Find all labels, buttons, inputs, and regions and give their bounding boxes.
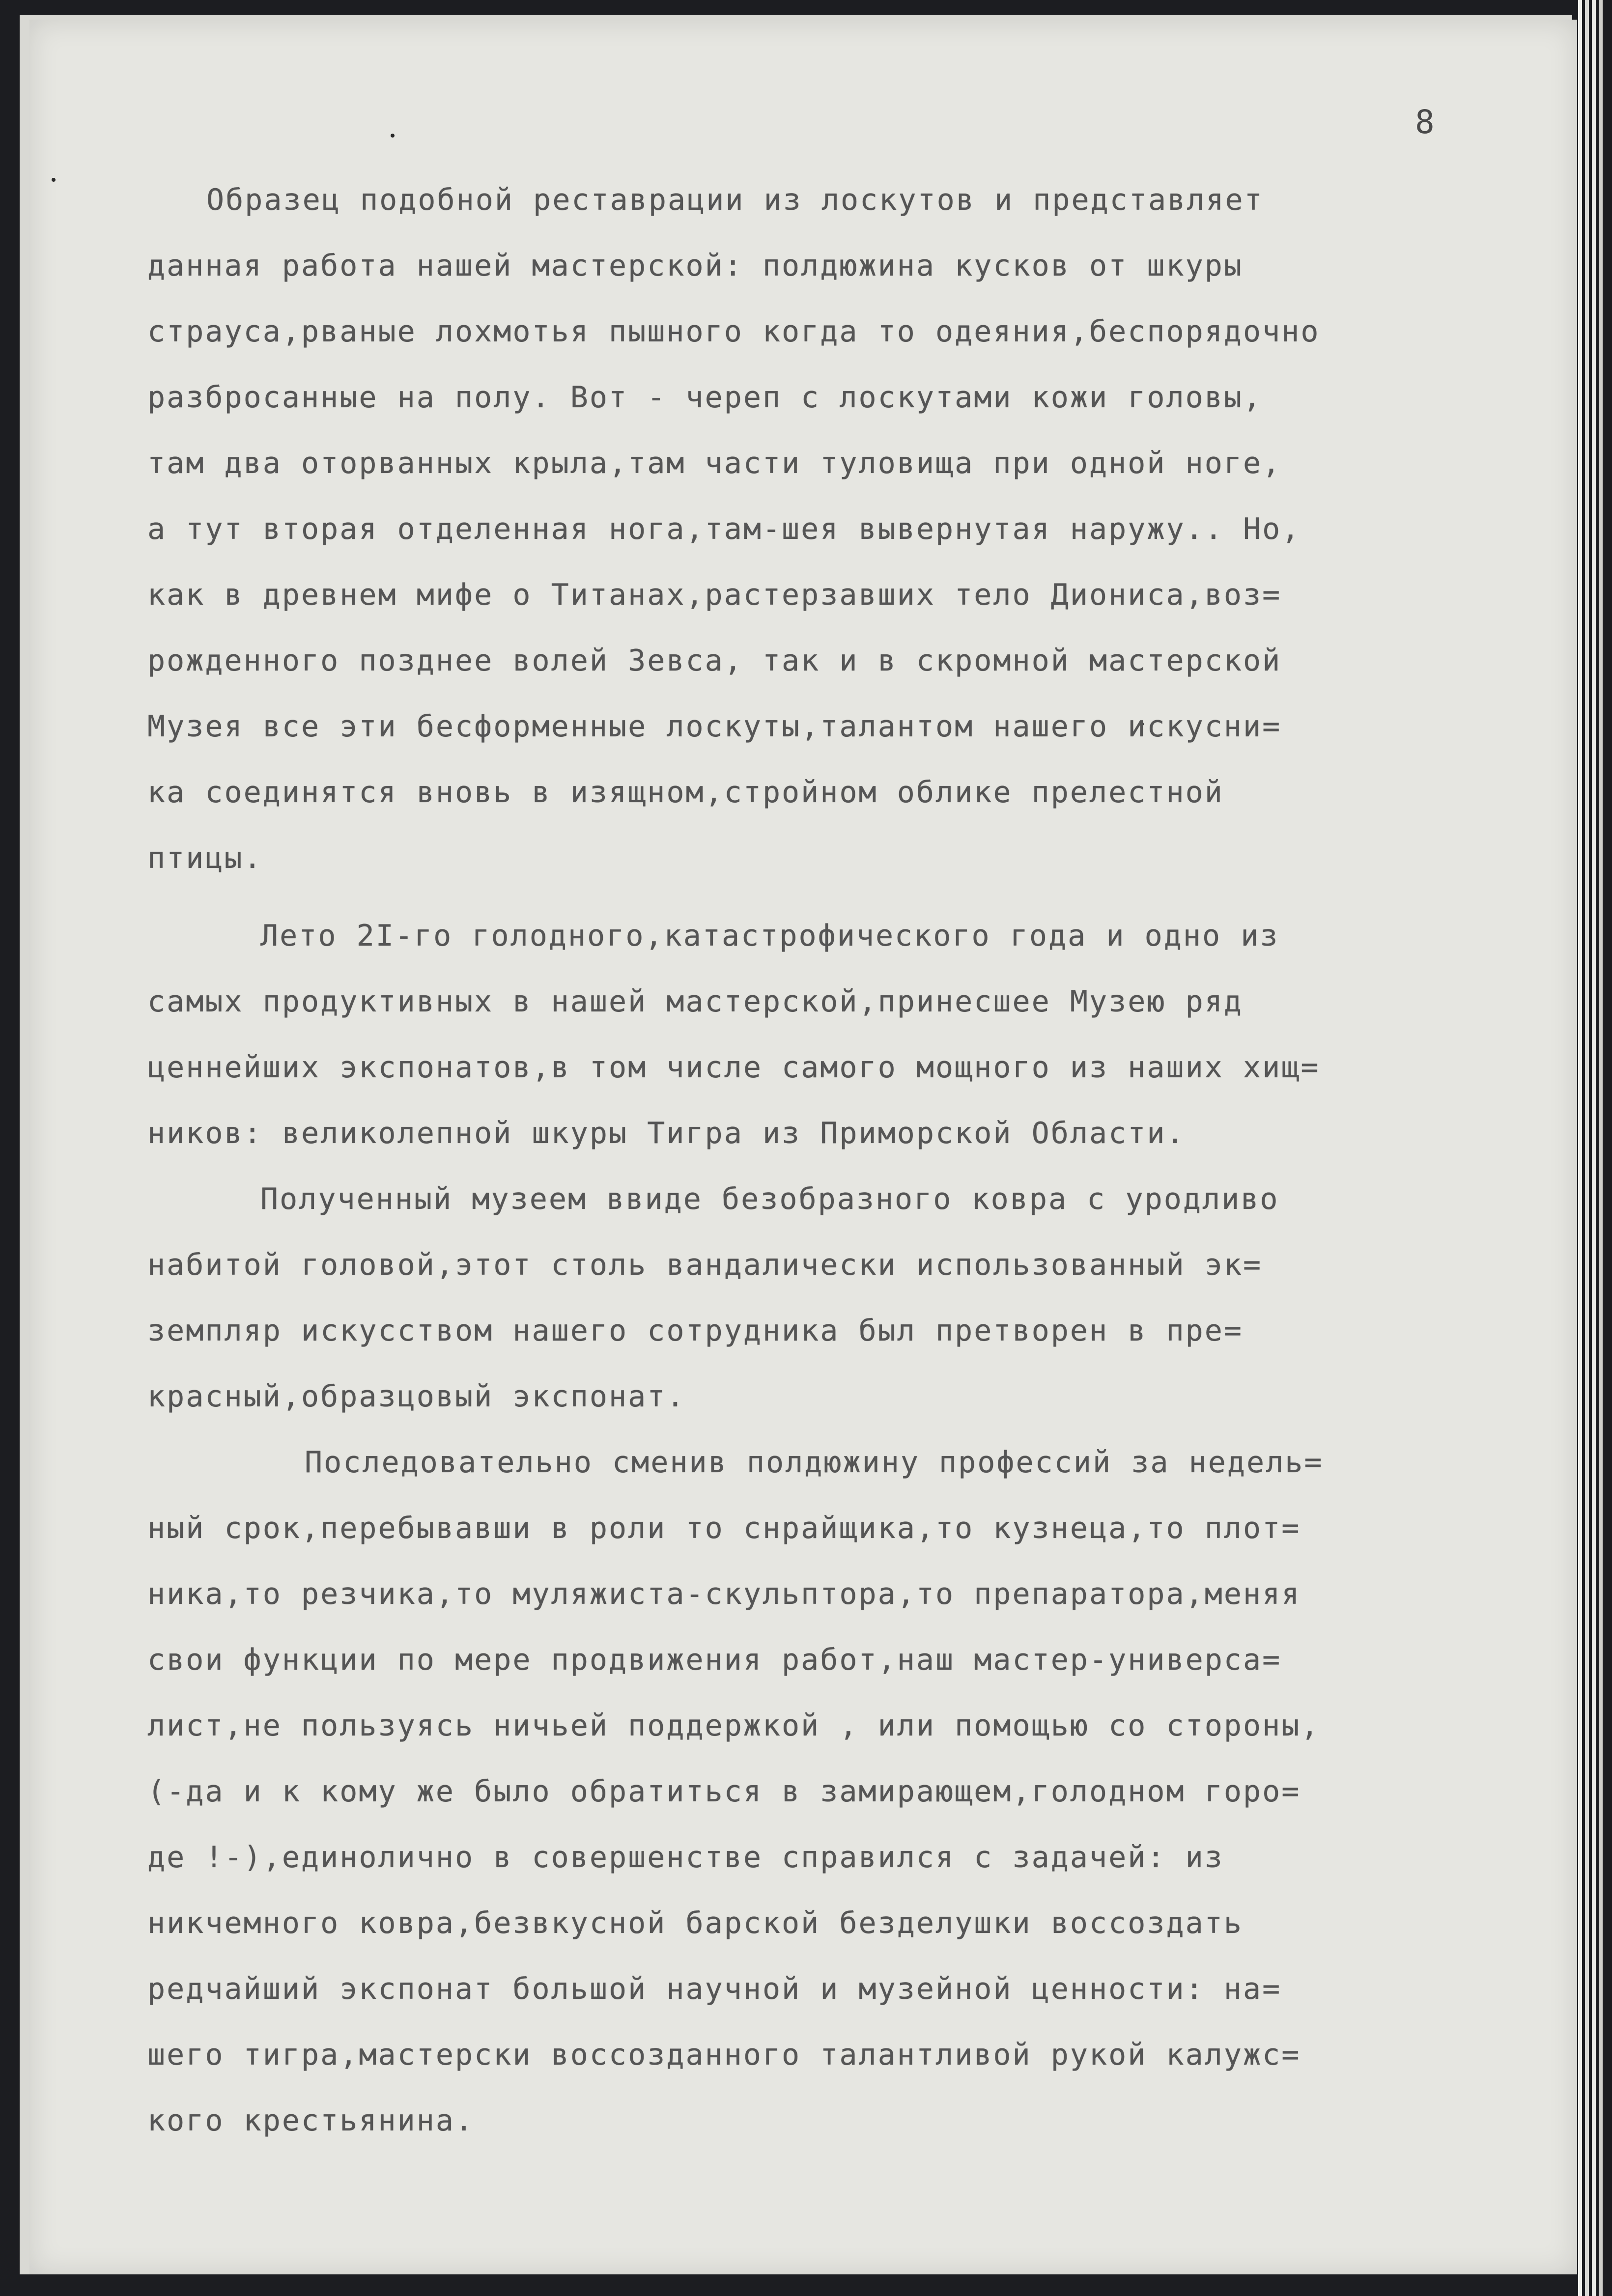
text-line: а тут вторая отделенная нога,там-шея вывернутая наружу.. Но, [147, 512, 1301, 546]
text-line: Полученный музеем ввиде безобразного ковра с уродливо [260, 1182, 1279, 1216]
typewritten-text [147, 167, 1523, 2154]
text-line: как в древнем мифе о Титанах,растерзавших тело Диониса,воз= [147, 578, 1282, 612]
text-line: данная работа нашей мастерской: полдюжина кусков от шкуры [147, 249, 1244, 283]
text-line: де !-),единолично в совершенстве справился с задачей: из [147, 1840, 1224, 1875]
text-line: свои функции по мере продвижения работ,наш мастер-универса= [147, 1643, 1282, 1677]
text-line: птицы. [147, 841, 263, 875]
text-line: Музея все эти бесформенные лоскуты,талантом нашего искусни= [147, 709, 1282, 744]
paper-stack-edge [1599, 0, 1603, 2296]
text-line: лист,не пользуясь ничьей поддержкой , или помощью со стороны, [147, 1708, 1320, 1743]
paragraph-2 [147, 903, 1523, 1166]
text-line: Последовательно сменив полдюжину профессий за недель= [305, 1445, 1324, 1480]
paragraph-3 [147, 1166, 1523, 1429]
text-line: набитой головой,этот столь вандалически использованный эк= [147, 1248, 1263, 1282]
paragraph-4 [147, 1429, 1523, 2154]
text-line: редчайший экспонат большой научной и музейной ценности: на= [147, 1972, 1282, 2006]
text-line: ка соединятся вновь в изящном,стройном облике прелестной [147, 775, 1224, 810]
text-line: Образец подобной реставрации из лоскутов и представляет [206, 183, 1264, 217]
text-line: шего тигра,мастерски воссозданного талантливой рукой калужс= [147, 2038, 1301, 2072]
paragraph-1 [147, 167, 1523, 891]
text-line: красный,образцовый экспонат. [147, 1379, 686, 1414]
text-line: страуса,рваные лохмотья пышного когда то одеяния,беспорядочно [147, 314, 1320, 349]
text-line: самых продуктивных в нашей мастерской,принесшее Музею ряд [147, 984, 1244, 1019]
text-line: ников: великолепной шкуры Тигра из Приморской Области. [147, 1116, 1186, 1150]
paper-stack-edge [1592, 0, 1596, 2296]
ink-speck [391, 134, 395, 138]
text-line: Лето 2I-го голодного,катастрофического года и одно из [260, 919, 1279, 953]
text-line: кого крестьянина. [147, 2103, 475, 2138]
typewritten-sheet [29, 20, 1577, 2274]
text-line: никчемного ковра,безвкусной барской безделушки воссоздать [147, 1906, 1244, 1940]
ink-speck [52, 178, 56, 182]
paper-stack-edge [1585, 0, 1589, 2296]
page-number: 8 [1415, 103, 1435, 141]
text-line: там два оторванных крыла,там части туловища при одной ноге, [147, 446, 1282, 480]
text-line: ный срок,перебывавши в роли то снрайщика,то кузнеца,то плот= [147, 1511, 1301, 1545]
text-line: (-да и к кому же было обратиться в замирающем,голодном горо= [147, 1774, 1301, 1809]
text-line: ценнейших экспонатов,в том числе самого мощного из наших хищ= [147, 1050, 1320, 1085]
text-line: земпляр искусством нашего сотрудника был претворен в пре= [147, 1314, 1244, 1348]
paper-stack-edge [1578, 0, 1582, 2296]
text-line: ника,то резчика,то муляжиста-скульптора,то препаратора,меняя [147, 1577, 1301, 1611]
text-line: разбросанные на полу. Вот - череп с лоскутами кожи головы, [147, 380, 1263, 415]
text-line: рожденного позднее волей Зевса, так и в скромной мастерской [147, 644, 1282, 678]
